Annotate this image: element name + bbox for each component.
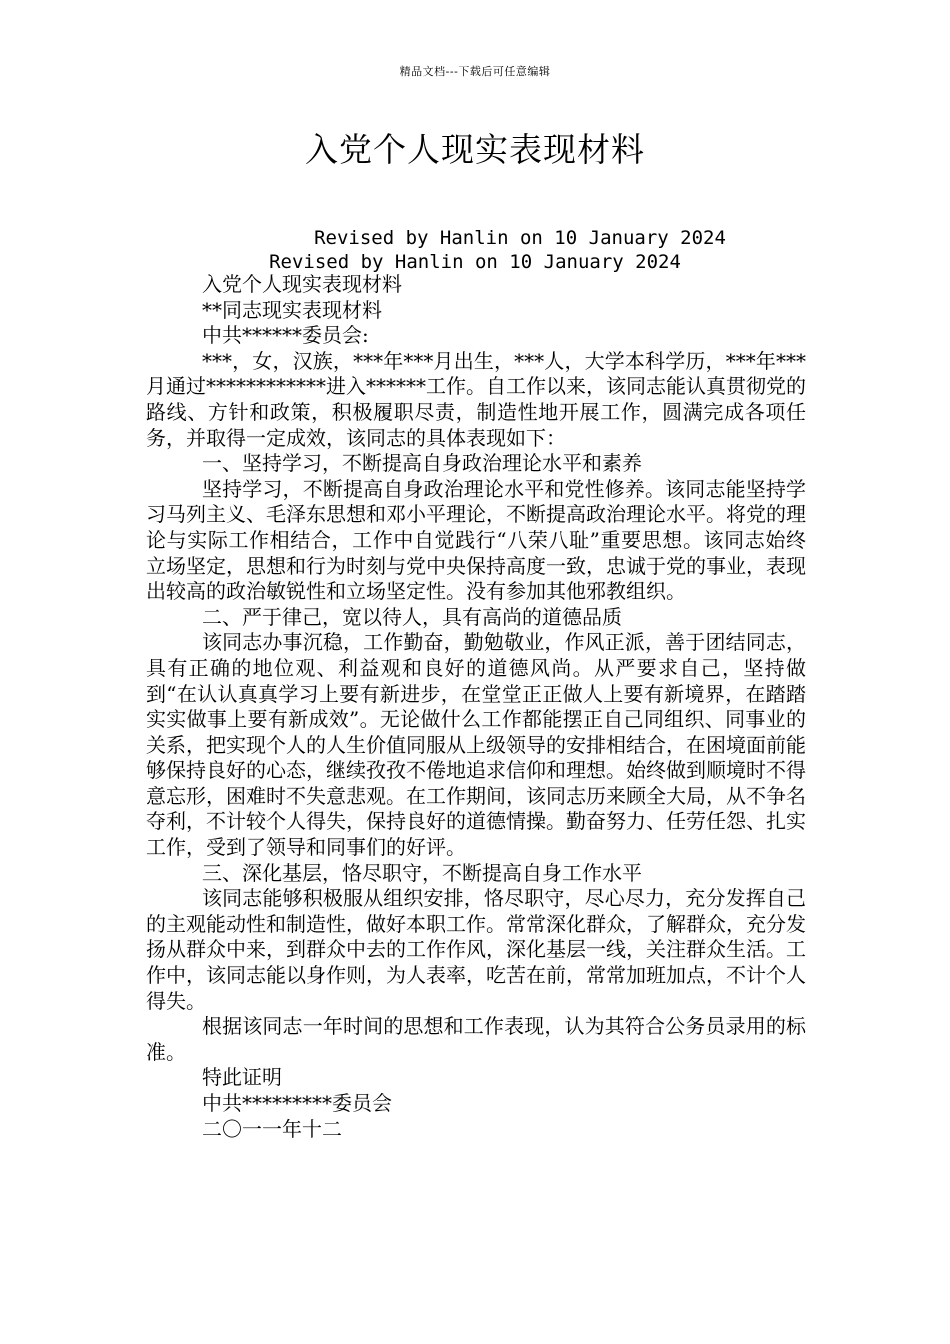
signature-committee: 中共*********委员会 xyxy=(202,1091,392,1115)
section-heading-2: 二、严于律己，宽以待人，具有高尚的道德品质 xyxy=(202,604,622,629)
body-title-line: 入党个人现实表现材料 xyxy=(202,272,402,296)
section-heading-1: 一、坚持学习，不断提高自身政治理论水平和素养 xyxy=(202,451,642,476)
section-paragraph-1: 坚持学习，不断提高自身政治理论水平和党性修养。该同志能坚持学习马列主义、毛泽东思想和邓小平理论，不断提高政治理论水平。将党的理论与实际工作相结合，工作中自觉践行“八荣八耻”重要思想。该同志始终立场坚定，思想和行为时刻与党中央保持高度一致，忠诚于党的事业，表现出较高的政治敏锐性和立场坚定性。没有参加其他邪教组织。 xyxy=(146,476,806,604)
document-body xyxy=(146,272,806,1142)
conclusion-paragraph: 根据该同志一年时间的思想和工作表现，认为其符合公务员录用的标准。 xyxy=(146,1014,806,1064)
addressee-line: 中共******委员会: xyxy=(202,323,369,348)
intro-paragraph: ***，女，汉族，***年***月出生，***人，大学本科学历，***年***月通过************进入******工作。自工作以来，该同志能认真贯彻党的路线、方针和政策，积极履职尽责，制造性地开展工作，圆满完成各项任务，并取得一定成效，该同志的具体表现如下： xyxy=(146,348,806,450)
section-paragraph-2: 该同志办事沉稳，工作勤奋，勤勉敬业，作风正派，善于团结同志，具有正确的地位观、利益观和良好的道德风尚。从严要求自己，坚持做到“在认认真真学习上要有新进步，在堂堂正正做人上要有新境界，在踏踏实实做事上要有新成效”。无论做什么工作都能摆正自己同组织、同事业的关系，把实现个人的人生价值同服从上级领导的安排相结合，在困境面前能够保持良好的心态，继续孜孜不倦地追求信仰和理想。始终做到顺境时不得意忘形，困难时不失意悲观。在工作期间，该同志历来顾全大局，从不争名夺利，不计较个人得失，保持良好的道德情操。勤奋努力、任劳任怨、扎实工作，受到了领导和同事们的好评。 xyxy=(146,630,806,860)
document-title: 入党个人现实表现材料 xyxy=(305,130,645,169)
section-paragraph-3: 该同志能够积极服从组织安排，恪尽职守，尽心尽力，充分发挥自己的主观能动性和制造性，做好本职工作。常常深化群众，了解群众，充分发扬从群众中来，到群众中去的工作作风，深化基层一线，关注群众生活。工作中，该同志能以身作则，为人表率，吃苦在前，常常加班加点，不计个人得失。 xyxy=(146,886,806,1013)
page-header: 精品文档---下载后可任意编辑 xyxy=(399,65,551,78)
revision-note: Revised by Hanlin on 10 January 2024 xyxy=(269,251,681,273)
section-heading-3: 三、深化基层，恪尽职守，不断提高自身工作水平 xyxy=(202,860,642,885)
revision-note: Revised by Hanlin on 10 January 2024 xyxy=(314,227,726,249)
signature-date: 二〇一一年十二 xyxy=(202,1116,342,1141)
certification-line: 特此证明 xyxy=(202,1065,282,1090)
subject-line: **同志现实表现材料 xyxy=(202,297,382,322)
